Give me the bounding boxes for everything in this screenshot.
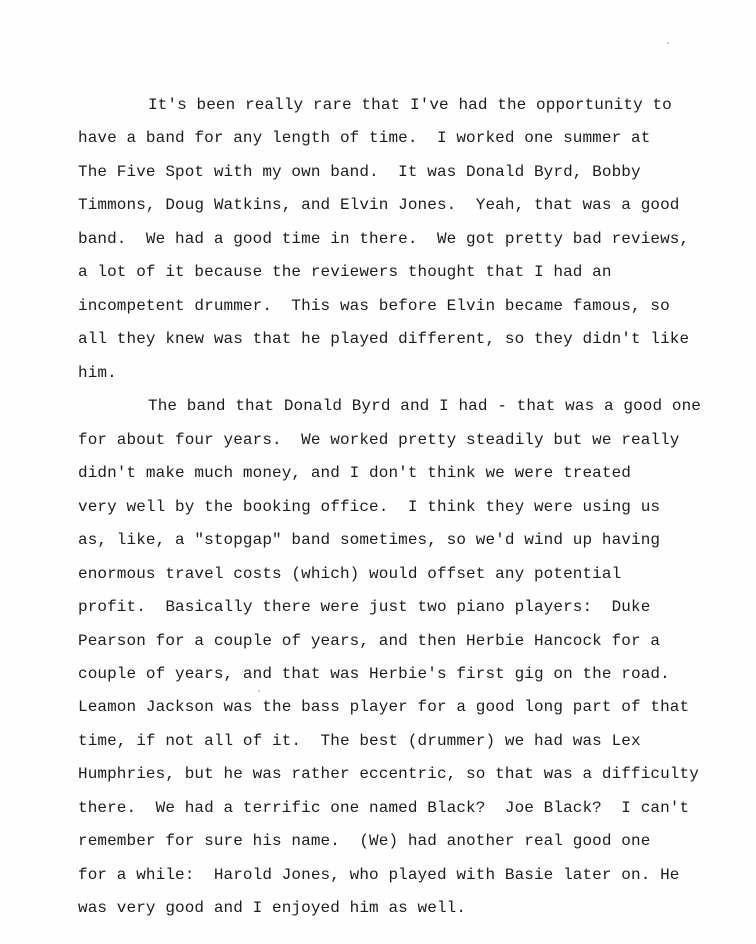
paragraph-2-line-10: Leamon Jackson was the bass player for a good long part of that: [78, 698, 690, 716]
paragraph-1-line-2: have a band for any length of time. I worked one summer at: [78, 129, 651, 147]
paragraph-2-line-14: remember for sure his name. (We) had another real good one: [78, 832, 651, 850]
paragraph-1-line-4: Timmons, Doug Watkins, and Elvin Jones. Yeah, that was a good: [78, 196, 680, 214]
scan-speck: [258, 690, 260, 692]
scan-speck: [667, 42, 669, 44]
paragraph-2-line-15: for a while: Harold Jones, who played with Basie later on. He: [78, 866, 680, 884]
paragraph-2-line-11: time, if not all of it. The best (drummer) we had was Lex: [78, 732, 641, 750]
paragraph-1-line-5: band. We had a good time in there. We got pretty bad reviews,: [78, 230, 690, 248]
paragraph-2-line-3: didn't make much money, and I don't think we were treated: [78, 464, 631, 482]
paragraph-2-line-9: couple of years, and that was Herbie's first gig on the road.: [78, 665, 670, 683]
paragraph-2-line-1: The band that Donald Byrd and I had - that was a good one: [148, 397, 701, 415]
paragraph-2-line-13: there. We had a terrific one named Black? Joe Black? I can't: [78, 799, 690, 817]
paragraph-1-line-3: The Five Spot with my own band. It was Donald Byrd, Bobby: [78, 163, 641, 181]
paragraph-2-line-8: Pearson for a couple of years, and then Herbie Hancock for a: [78, 632, 661, 650]
paragraph-1-line-6: a lot of it because the reviewers thought that I had an: [78, 263, 612, 281]
paragraph-2-line-4: very well by the booking office. I think they were using us: [78, 498, 661, 516]
paragraph-1-line-9: him.: [78, 364, 117, 382]
paragraph-1-line-8: all they knew was that he played different, so they didn't like: [78, 330, 690, 348]
paragraph-2-line-5: as, like, a "stopgap" band sometimes, so we'd wind up having: [78, 531, 661, 549]
paragraph-2-line-7: profit. Basically there were just two piano players: Duke: [78, 598, 651, 616]
paragraph-1-line-7: incompetent drummer. This was before Elvin became famous, so: [78, 297, 670, 315]
paragraph-2-line-16: was very good and I enjoyed him as well.: [78, 899, 467, 917]
paragraph-2-line-12: Humphries, but he was rather eccentric, so that was a difficulty: [78, 765, 699, 783]
paragraph-2-line-2: for about four years. We worked pretty steadily but we really: [78, 431, 680, 449]
paragraph-1-line-1: It's been really rare that I've had the opportunity to: [148, 96, 672, 114]
paragraph-2-line-6: enormous travel costs (which) would offset any potential: [78, 565, 622, 583]
